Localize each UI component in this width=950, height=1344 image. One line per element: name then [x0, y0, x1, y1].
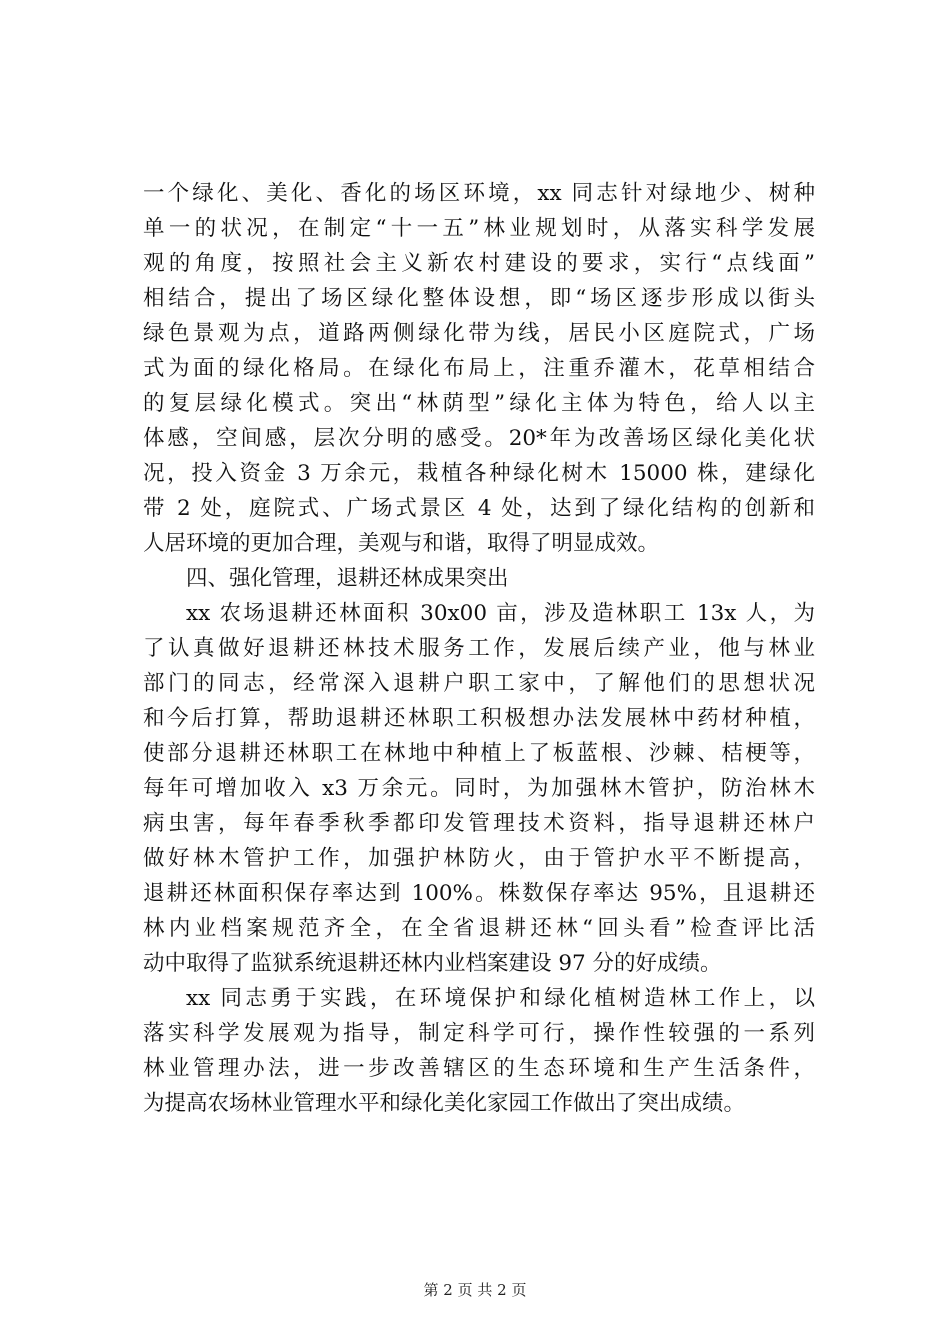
text-line: 况，投入资金 3 万余元，栽植各种绿化树木 15000 株，建绿化: [143, 461, 815, 486]
text-line: xx 农场退耕还林面积 30x00 亩，涉及造林职工 13x 人，为: [186, 601, 815, 626]
text-line: 绿色景观为点，道路两侧绿化带为线，居民小区庭院式，广场: [143, 321, 815, 346]
text-line: 落实科学发展观为指导，制定科学可行，操作性较强的一系列: [143, 1021, 815, 1046]
text-line: 做好林木管护工作，加强护林防火，由于管护水平不断提高，: [143, 846, 815, 871]
text-line: 式为面的绿化格局。在绿化布局上，注重乔灌木，花草相结合: [143, 356, 815, 381]
text-line: 人居环境的更加合理，美观与和谐，取得了明显成效。: [143, 531, 660, 556]
paragraph: [143, 981, 815, 1121]
text-line: 使部分退耕还林职工在林地中种植上了板蓝根、沙棘、桔梗等，: [143, 741, 815, 766]
text-line: 动中取得了监狱系统退耕还林内业档案建设 97 分的好成绩。: [143, 951, 722, 976]
text-line: 每年可增加收入 x3 万余元。同时，为加强林木管护，防治林木: [143, 776, 815, 801]
section-heading: [143, 561, 815, 596]
text-line: 和今后打算，帮助退耕还林职工积极想办法发展林中药材种植，: [143, 706, 815, 731]
text-line: 一个绿化、美化、香化的场区环境，xx 同志针对绿地少、树种: [143, 181, 815, 206]
paragraph: [143, 596, 815, 981]
text-line: 为提高农场林业管理水平和绿化美化家园工作做出了突出成绩。: [143, 1091, 746, 1116]
text-line: 的复层绿化模式。突出“林荫型”绿化主体为特色，给人以主: [143, 391, 815, 416]
text-line: 带 2 处，庭院式、广场式景区 4 处，达到了绿化结构的创新和: [143, 496, 815, 521]
page-footer: 第 2 页 共 2 页: [423, 1281, 527, 1299]
text-line: 林业管理办法，进一步改善辖区的生态环境和生产生活条件，: [143, 1056, 815, 1081]
text-line: 林内业档案规范齐全，在全省退耕还林“回头看”检查评比活: [143, 916, 815, 941]
text-line: 病虫害，每年春季秋季都印发管理技术资料，指导退耕还林户: [143, 811, 815, 836]
text-line: 退耕还林面积保存率达到 100%。株数保存率达 95%，且退耕还: [143, 881, 815, 906]
text-line: xx 同志勇于实践，在环境保护和绿化植树造林工作上，以: [186, 986, 815, 1011]
text-line: 体感，空间感，层次分明的感受。20*年为改善场区绿化美化状: [143, 426, 815, 451]
text-line: 部门的同志，经常深入退耕户职工家中，了解他们的思想状况: [143, 671, 815, 696]
document-body: [143, 176, 815, 1121]
paragraph: [143, 176, 815, 561]
text-line: 相结合，提出了场区绿化整体设想，即“场区逐步形成以街头: [143, 286, 815, 311]
text-line: 四、强化管理，退耕还林成果突出: [186, 566, 509, 591]
text-line: 了认真做好退耕还林技术服务工作，发展后续产业，他与林业: [143, 636, 815, 661]
text-line: 单一的状况，在制定“十一五”林业规划时，从落实科学发展: [143, 216, 815, 241]
text-line: 观的角度，按照社会主义新农村建设的要求，实行“点线面”: [143, 251, 815, 276]
